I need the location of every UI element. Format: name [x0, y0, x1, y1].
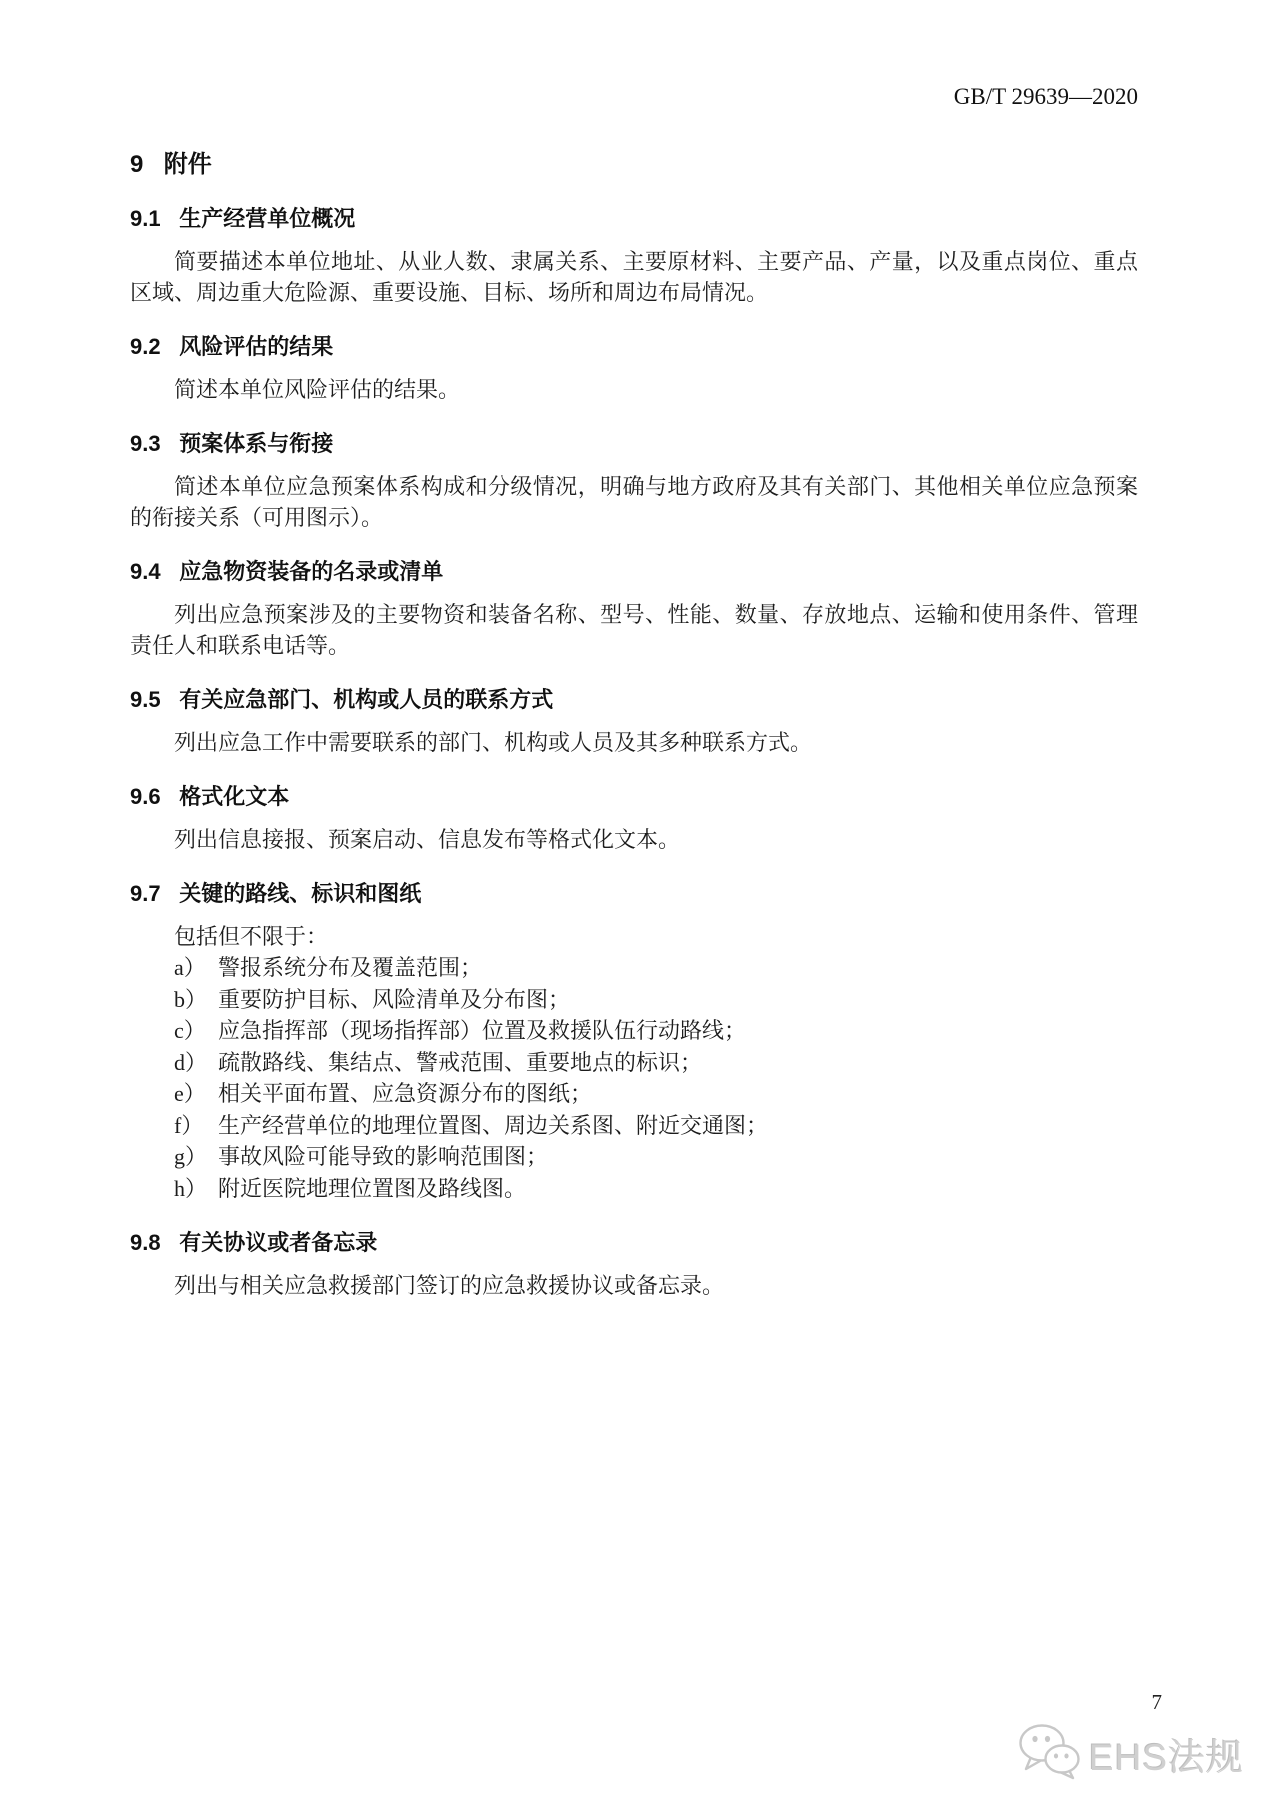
section-heading [130, 686, 1138, 714]
list-item-text: 疏散路线、集结点、警戒范围、重要地点的标识； [218, 1049, 703, 1075]
section-body [130, 1270, 1138, 1301]
document-section [130, 686, 1138, 758]
section-heading [130, 558, 1138, 586]
section-number: 9.1 [130, 206, 161, 231]
list-item-marker: h） [174, 1175, 208, 1201]
paragraph: 列出与相关应急救援部门签订的应急救援协议或备忘录。 [174, 1273, 725, 1298]
section-number: 9.6 [130, 784, 161, 809]
section-body [130, 374, 1138, 405]
section-title: 有关协议或者备忘录 [179, 1230, 378, 1255]
section-body [130, 471, 1138, 533]
section-title: 格式化文本 [179, 784, 290, 809]
list-item-marker: b） [174, 986, 208, 1012]
list-item-marker: c） [174, 1018, 206, 1043]
document-section [130, 333, 1138, 405]
section-title: 关键的路线、标识和图纸 [179, 881, 422, 906]
list-item-text: 事故风险可能导致的影响范围图； [218, 1144, 549, 1169]
paragraph: 列出应急预案涉及的主要物资和装备名称、型号、性能、数量、存放地点、运输和使用条件、管理责任人和联系电话等。 [130, 602, 1138, 658]
section-number: 9.7 [130, 881, 161, 906]
list-item [130, 1173, 1138, 1205]
section-number: 9.3 [130, 431, 161, 456]
paragraph: 列出应急工作中需要联系的部门、机构或人员及其多种联系方式。 [174, 730, 813, 755]
section-body [130, 246, 1138, 308]
document-section [130, 558, 1138, 661]
section-title: 应急物资装备的名录或清单 [179, 559, 444, 584]
section-body [130, 727, 1138, 758]
section-heading [130, 205, 1138, 233]
list-item-text: 警报系统分布及覆盖范围； [218, 955, 483, 980]
list-item-text: 生产经营单位的地理位置图、周边关系图、附近交通图； [218, 1112, 769, 1138]
section-heading [130, 1229, 1138, 1257]
list-item [130, 1078, 1138, 1110]
chapter-title: 附件 [163, 151, 212, 178]
section-number: 9.4 [130, 559, 161, 584]
watermark-text: EHS法规 [1088, 1736, 1244, 1778]
watermark [1015, 1722, 1244, 1785]
list-item-marker: e） [174, 1081, 206, 1106]
list-item-text: 重要防护目标、风险清单及分布图； [218, 986, 571, 1012]
chapter-heading [130, 150, 1138, 180]
section-body [130, 921, 1138, 1204]
document-section [130, 205, 1138, 308]
paragraph: 简述本单位风险评估的结果。 [174, 377, 461, 402]
section-body [130, 599, 1138, 661]
section-number: 9.8 [130, 1230, 161, 1255]
list-item [130, 1047, 1138, 1079]
list-item [130, 984, 1138, 1016]
chapter-number: 9 [130, 151, 144, 178]
list-item [130, 1110, 1138, 1142]
section-title: 预案体系与衔接 [179, 431, 334, 456]
section-body [130, 824, 1138, 855]
wechat-logo-icon [1015, 1722, 1083, 1785]
list-item [130, 1141, 1138, 1173]
section-heading [130, 783, 1138, 811]
list-item-text: 相关平面布置、应急资源分布的图纸； [218, 1081, 593, 1106]
paragraph: 简要描述本单位地址、从业人数、隶属关系、主要原材料、主要产品、产量，以及重点岗位、重点区域、周边重大危险源、重要设施、目标、场所和周边布局情况。 [130, 249, 1138, 305]
document-section [130, 430, 1138, 533]
section-number: 9.2 [130, 334, 161, 359]
list-item-marker: a） [174, 955, 206, 980]
paragraph: 简述本单位应急预案体系构成和分级情况，明确与地方政府及其有关部门、其他相关单位应急预案的衔接关系（可用图示）。 [130, 474, 1138, 530]
page-number: 7 [1151, 1690, 1162, 1714]
sections [130, 205, 1138, 1301]
list-item [130, 1015, 1138, 1047]
list-item-marker: g） [174, 1144, 208, 1169]
list-item-marker: f） [174, 1112, 204, 1138]
document-section [130, 1229, 1138, 1301]
section-number: 9.5 [130, 687, 161, 712]
list-item-text: 应急指挥部（现场指挥部）位置及救援队伍行动路线； [218, 1018, 747, 1043]
section-title: 风险评估的结果 [179, 334, 334, 359]
list-item [130, 952, 1138, 984]
section-title: 有关应急部门、机构或人员的联系方式 [179, 687, 554, 712]
document-section [130, 880, 1138, 1204]
paragraph: 包括但不限于： [174, 924, 329, 949]
standard-number-header: GB/T 29639—2020 [953, 84, 1138, 109]
section-heading [130, 430, 1138, 458]
section-heading [130, 880, 1138, 908]
paragraph: 列出信息接报、预案启动、信息发布等格式化文本。 [174, 827, 681, 852]
list-item-marker: d） [174, 1049, 208, 1075]
document-section [130, 783, 1138, 855]
list-item-text: 附近医院地理位置图及路线图。 [218, 1175, 527, 1201]
section-heading [130, 333, 1138, 361]
section-title: 生产经营单位概况 [179, 206, 356, 231]
